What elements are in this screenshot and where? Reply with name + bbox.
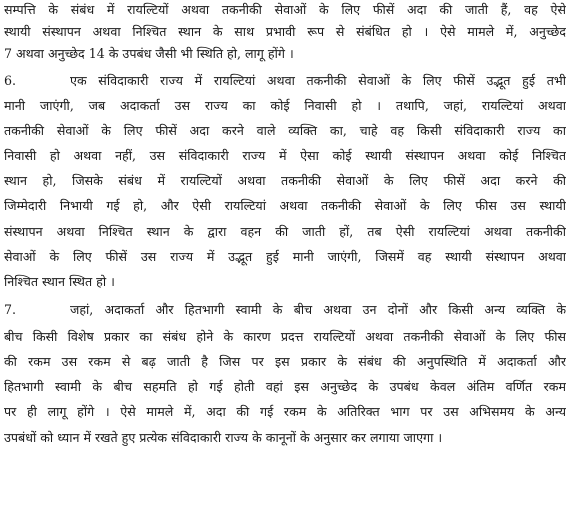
text-line: स्थायी संस्थापन अथवा निश्चित स्थान के साथ प्रभावी रूप से संबंधित हो । ऐसे मामले में, अनुच्छेद bbox=[4, 24, 566, 39]
paragraph-number-7: 7. bbox=[4, 302, 17, 317]
text-line: निवासी हो अथवा नहीं, उस संविदाकारी राज्य में ऐसा कोई स्थायी संस्थापन अथवा कोई निश्चित bbox=[4, 148, 566, 163]
text-line: जिम्मेदारी निभायी गई हो, और ऐसी रायल्टियां अथवा तकनीकी सेवाओं के लिए फीस उस स्थायी bbox=[4, 198, 566, 213]
text-line: सम्पत्ति के संबंध में रायल्टियों अथवा तकनीकी सेवाओं के लिए फीसें अदा की जाती हैं, वह ऐसे bbox=[4, 2, 566, 17]
text-line: की रकम उस रकम से बढ़ जाती है जिस पर इस प्रकार के संबंध की अनुपस्थिति में अदाकर्ता और bbox=[4, 354, 566, 369]
text-line: मानी जाएंगी, जब अदाकर्ता उस राज्य का कोई निवासी हो । तथापि, जहां, रायल्टियां अथवा bbox=[4, 98, 566, 113]
text-line: 7 अथवा अनुच्छेद 14 के उपबंध जैसी भी स्थिति हो, लागू होंगे । bbox=[4, 46, 294, 61]
text-line: संस्थापन अथवा निश्चित स्थान के द्वारा वहन की जाती हों, तब ऐसी रायल्टियां अथवा तकनीकी bbox=[4, 224, 566, 239]
paragraph-number-6: 6. bbox=[4, 73, 17, 88]
text-line: निश्चित स्थान स्थित हो । bbox=[4, 274, 115, 289]
text-line: स्थान हो, जिसके संबंध में रायल्टियों अथवा तकनीकी सेवाओं के लिए फीसें अदा करने की bbox=[4, 173, 566, 188]
text-line: एक संविदाकारी राज्य में रायल्टियां अथवा तकनीकी सेवाओं के लिए फीसें उद्भूत हुई तभी bbox=[70, 73, 566, 88]
text-line: पर ही लागू होंगे । ऐसे मामले में, अदा की गई रकम के अतिरिक्त भाग पर उस अभिसमय के अन्य bbox=[4, 404, 566, 419]
text-line: बीच किसी विशेष प्रकार का संबंध होने के कारण प्रदत्त रायल्टियों अथवा तकनीकी सेवाओं के लिए फीस bbox=[4, 329, 566, 344]
text-line: हितभागी स्वामी के बीच सहमति हो गई होती वहां इस अनुच्छेद के उपबंध केवल अंतिम वर्णित रकम bbox=[4, 379, 566, 394]
text-line: तकनीकी सेवाओं के लिए फीसें अदा करने वाले व्यक्ति का, चाहे वह किसी संविदाकारी राज्य का bbox=[4, 123, 566, 138]
text-line: जहां, अदाकर्ता और हितभागी स्वामी के बीच अथवा उन दोनों और किसी अन्य व्यक्ति के bbox=[70, 302, 566, 317]
text-line: सेवाओं के लिए फीसें उस राज्य में उद्भूत हुई मानी जाएंगी, जिसमें वह स्थायी संस्थापन अथवा bbox=[4, 249, 566, 264]
text-line: उपबंधों को ध्यान में रखते हुए प्रत्येक संविदाकारी राज्य के कानूनों के अनुसार कर लगाया जाएगा । bbox=[4, 430, 443, 445]
